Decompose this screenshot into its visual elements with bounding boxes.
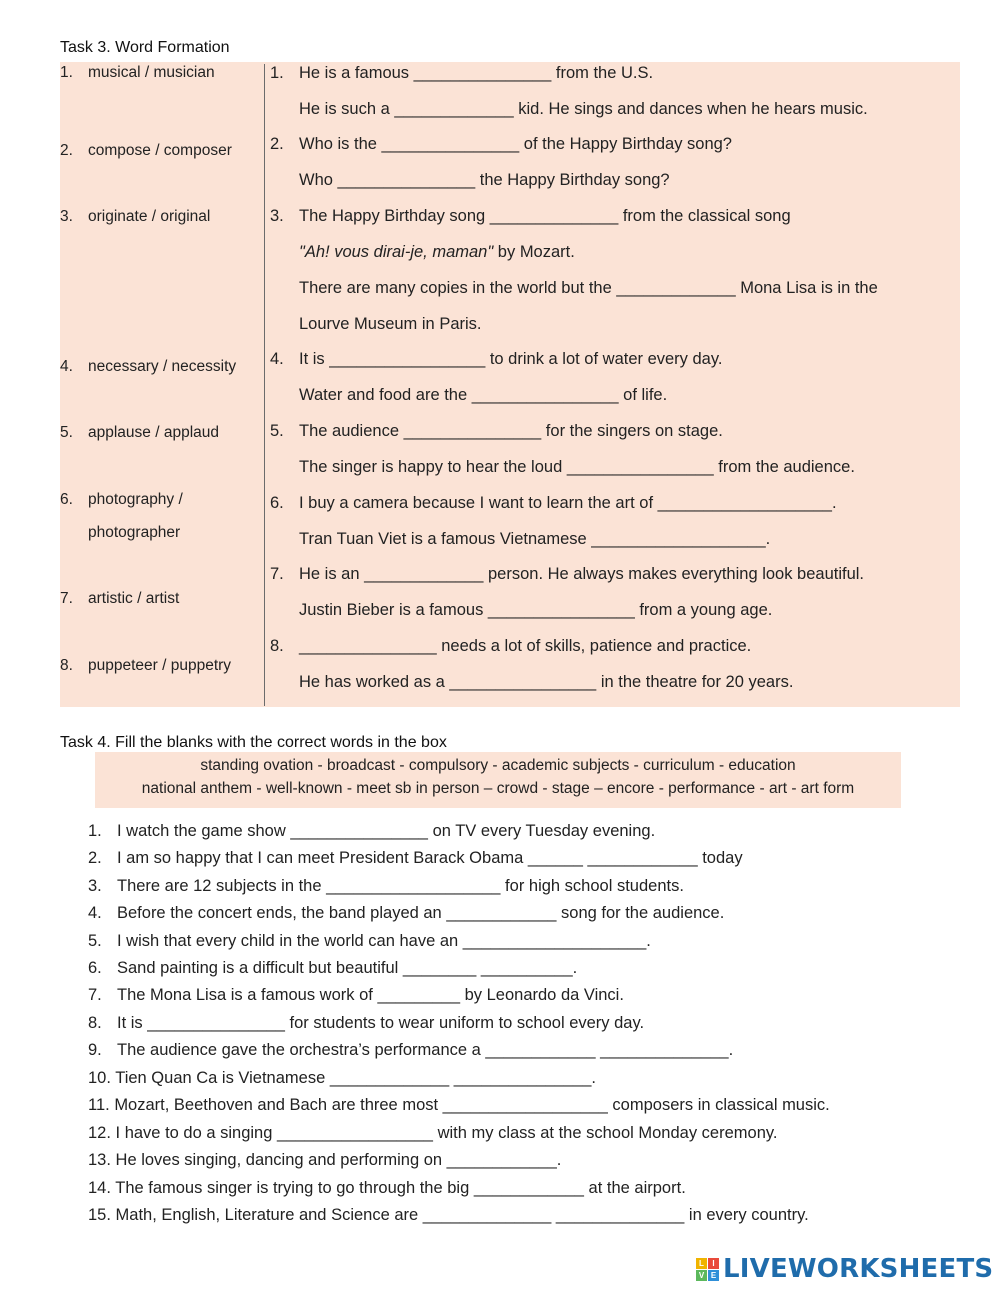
logo-mark-icon: L I V E xyxy=(696,1258,719,1281)
logo-text: LIVEWORKSHEETS xyxy=(723,1254,994,1284)
liveworksheets-logo[interactable] xyxy=(696,1254,993,1284)
word-box-line: national anthem - well-known - meet sb in person – crowd - stage – encore - performance - art - art form xyxy=(141,780,855,797)
word-pair: 6. photography / photographer xyxy=(60,491,183,541)
word-box xyxy=(95,752,901,808)
task3-title: Task 3. Word Formation xyxy=(60,39,230,56)
word-box-line: standing ovation - broadcast - compulsory - academic subjects - curriculum - education xyxy=(200,757,796,774)
task3-divider xyxy=(264,64,265,706)
task4-title: Task 4. Fill the blanks with the correct words in the box xyxy=(60,734,447,751)
song-title: "Ah! vous dirai-je, maman" xyxy=(299,243,494,261)
